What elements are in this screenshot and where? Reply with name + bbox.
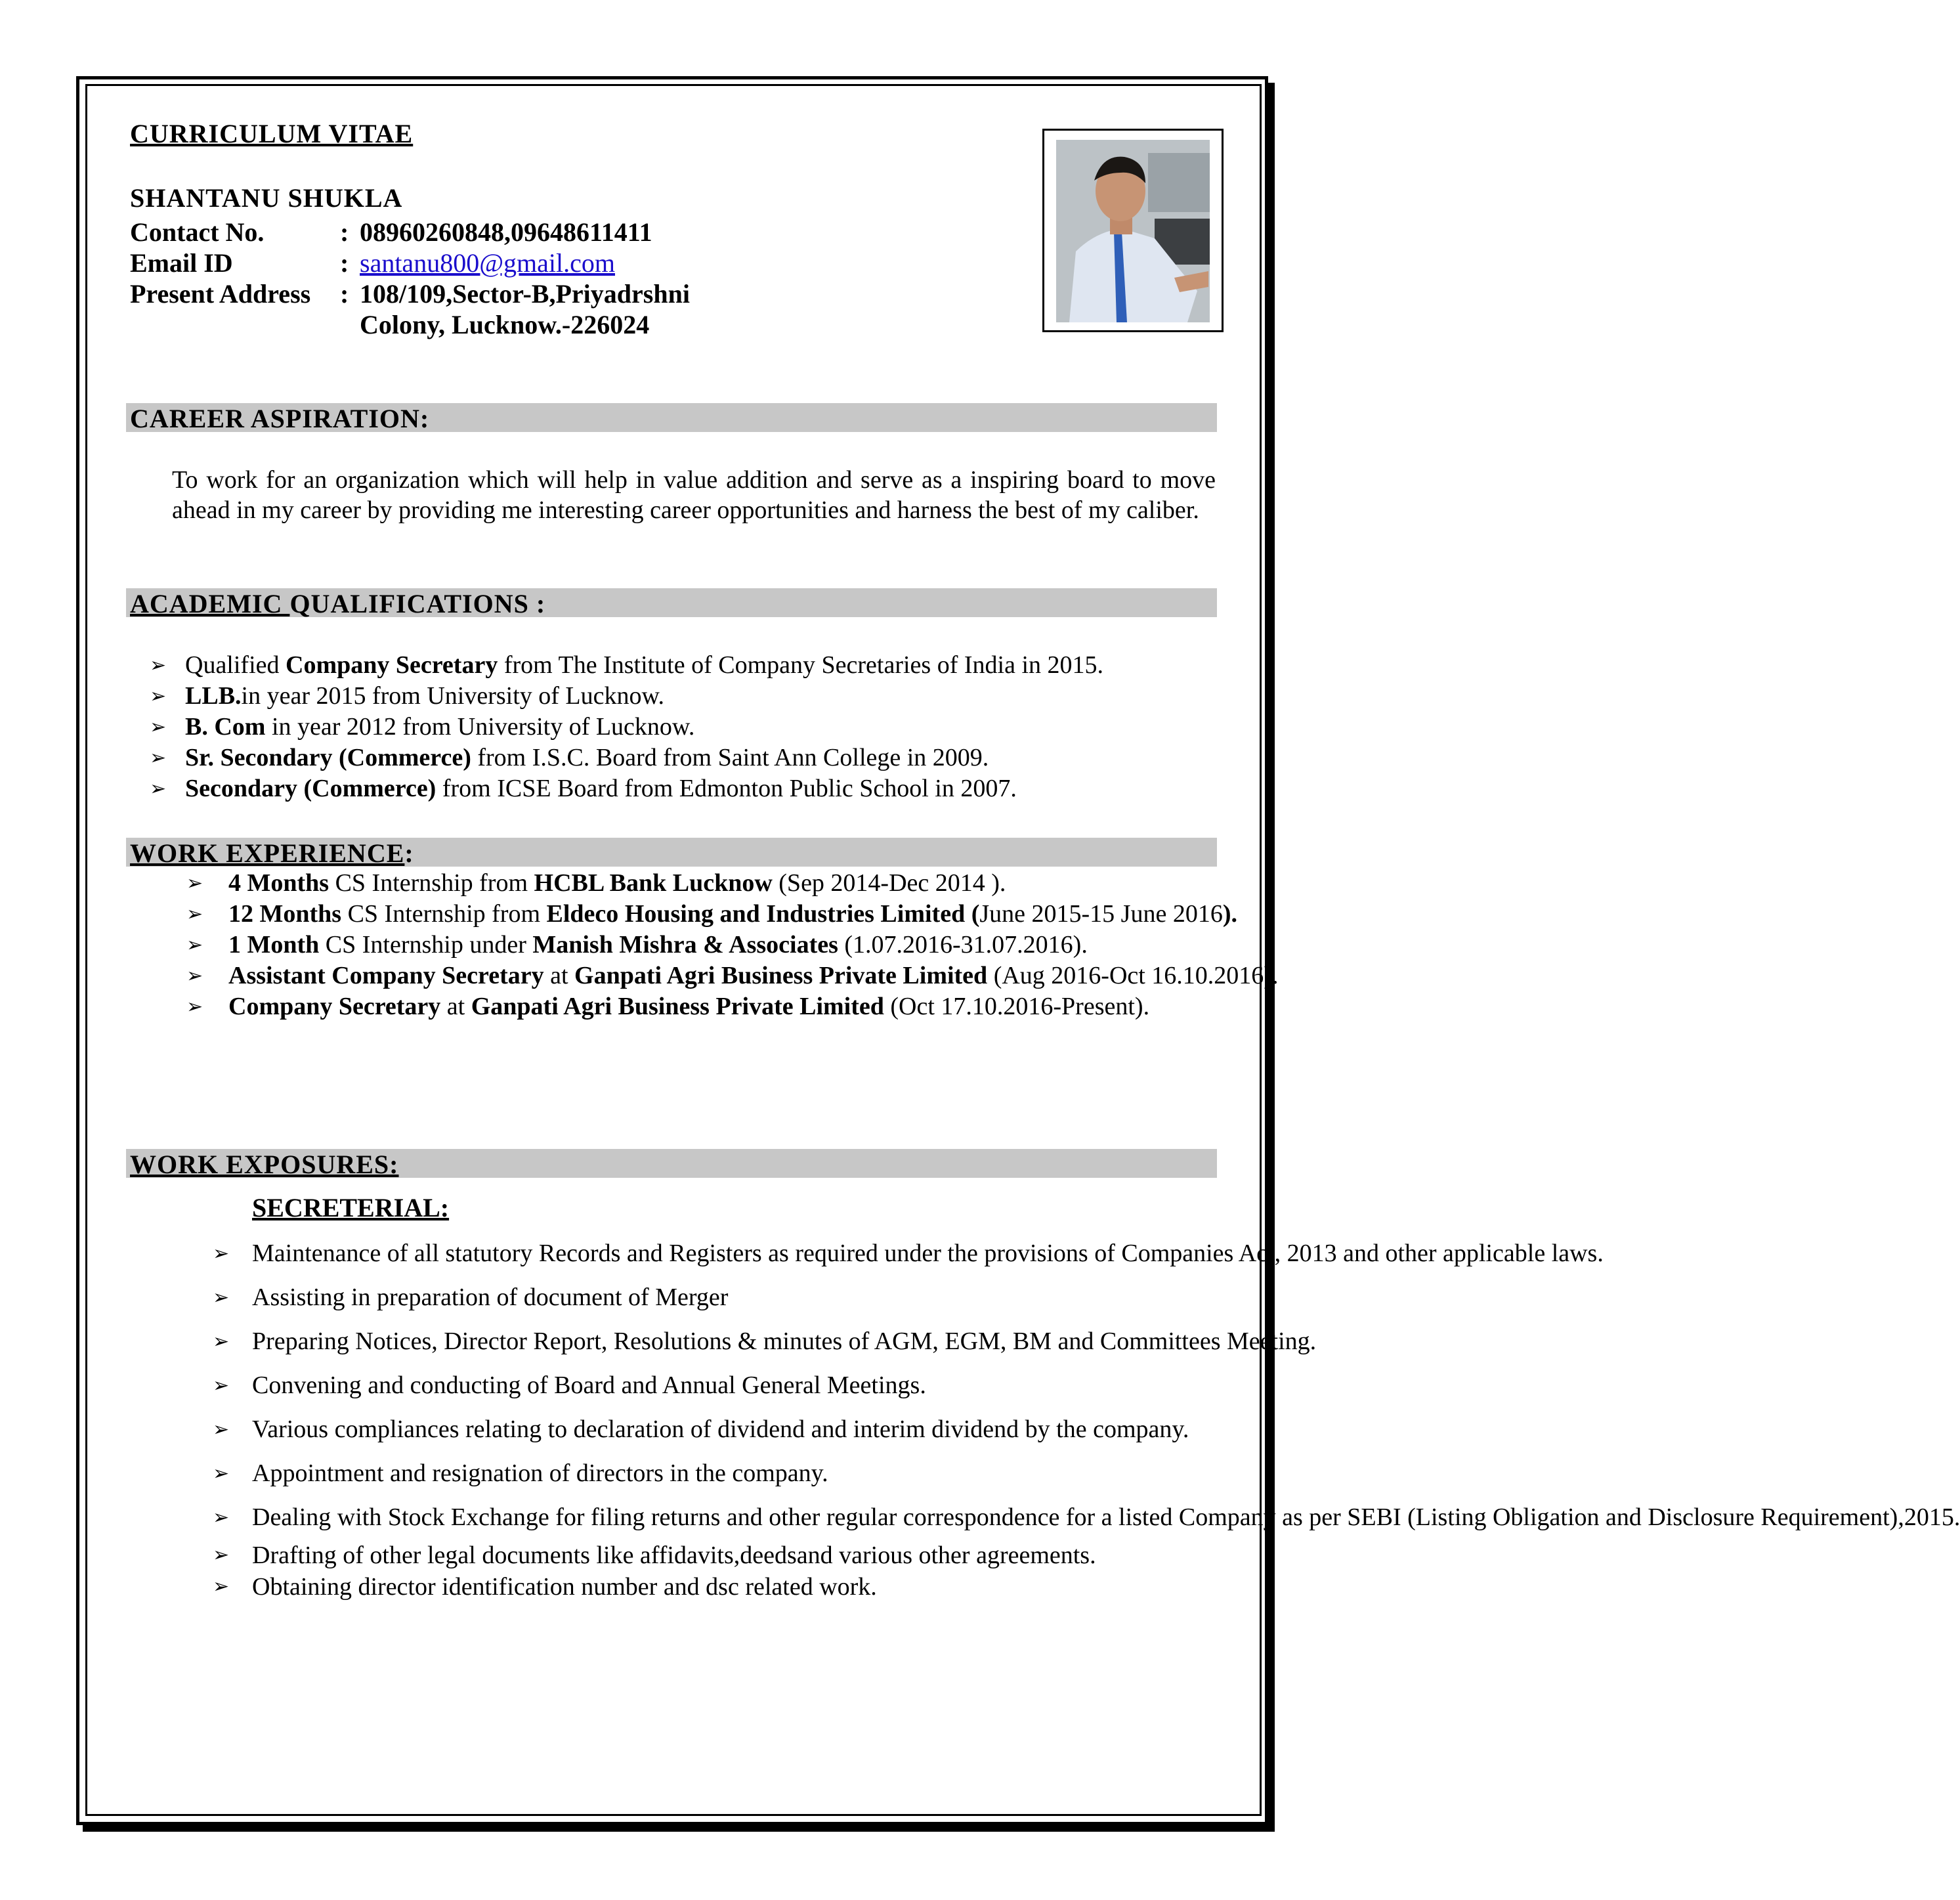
- list-item: [207, 1452, 1192, 1496]
- arrow-bullet-icon: ➢: [150, 747, 167, 769]
- item-bold: Assistant Company Secretary: [228, 962, 544, 989]
- arrow-bullet-icon: ➢: [213, 1507, 230, 1528]
- item-text: June 2015-15 June 2016: [979, 900, 1223, 928]
- work-heading-part2: :: [404, 838, 414, 868]
- career-text: To work for an organization which will help in value addition and serve as a inspiring board to move ahead in my career by providing me interesting career opportunities and harness the best of my caliber.: [172, 466, 1216, 524]
- item-text: at: [543, 962, 575, 989]
- address-label: Present Address: [130, 279, 311, 309]
- list-item: [181, 930, 1216, 961]
- item-text: (Aug 2016-Oct 16.10.2016).: [987, 962, 1279, 989]
- contact-label: Contact No.: [130, 217, 265, 247]
- item-bold: 12 Months: [228, 900, 342, 928]
- profile-photo: [1056, 140, 1210, 322]
- arrow-bullet-icon: ➢: [213, 1375, 230, 1396]
- contact-value: 08960260848,09648611411: [360, 217, 652, 247]
- item-text: Maintenance of all statutory Records and Registers as required under the provisions of Companies Act, 2013 and other applicable laws.: [252, 1240, 1604, 1267]
- item-text: at: [440, 993, 471, 1020]
- contact-row: [130, 217, 652, 248]
- list-item: [207, 1232, 1604, 1276]
- email-row: [130, 248, 615, 278]
- item-bold: Ganpati Agri Business Private Limited: [574, 962, 988, 989]
- item-text: CS Internship from: [341, 900, 547, 928]
- academic-heading-part1: ACADEMIC: [130, 589, 290, 618]
- item-text: from The Institute of Company Secretaries of India in 2015.: [498, 651, 1103, 679]
- item-bold: Manish Mishra & Associates: [532, 931, 838, 959]
- document-title: CURRICULUM VITAE: [130, 119, 414, 148]
- item-text: Various compliances relating to declaration of dividend and interim dividend by the company.: [252, 1415, 1189, 1443]
- item-text: Dealing with Stock Exchange for filing returns and other regular correspondence for a listed Company as per SEBI (Listing Obligation and Disclosure Requirement),2015.: [252, 1503, 1960, 1531]
- arrow-bullet-icon: ➢: [213, 1576, 230, 1597]
- arrow-bullet-icon: ➢: [186, 996, 203, 1018]
- exposures-heading: [130, 1149, 399, 1180]
- work-heading: [130, 838, 414, 869]
- profile-photo-frame: [1042, 129, 1224, 332]
- arrow-bullet-icon: ➢: [213, 1331, 230, 1352]
- secreterial-subheading: SECRETERIAL:: [252, 1193, 450, 1222]
- academic-list: [139, 650, 1216, 804]
- list-item: [181, 991, 1216, 1022]
- item-bold: Secondary (Commerce): [185, 775, 437, 802]
- item-bold: B. Com: [185, 713, 266, 741]
- item-text: CS Internship under: [319, 931, 533, 959]
- arrow-bullet-icon: ➢: [213, 1287, 230, 1308]
- list-item: [207, 1276, 1192, 1320]
- item-text: in year 2015 from University of Lucknow.: [241, 682, 664, 710]
- academic-heading-part2: QUALIFICATIONS :: [289, 589, 546, 618]
- item-bold: Eldeco Housing and Industries Limited (: [546, 900, 980, 928]
- item-bold: Company Secretary: [228, 993, 441, 1020]
- career-heading: CAREER ASPIRATION:: [130, 404, 430, 433]
- item-bold: HCBL Bank Lucknow: [534, 869, 773, 897]
- list-item: [139, 650, 1216, 681]
- candidate-name: SHANTANU SHUKLA: [130, 183, 403, 213]
- academic-heading: [130, 588, 545, 619]
- arrow-bullet-icon: ➢: [150, 778, 167, 800]
- item-text: Obtaining director identification number and dsc related work.: [252, 1573, 877, 1601]
- arrow-bullet-icon: ➢: [186, 873, 203, 894]
- arrow-bullet-icon: ➢: [150, 655, 167, 676]
- work-list: [181, 868, 1279, 1022]
- list-item: [139, 773, 1216, 804]
- list-item: [207, 1320, 1317, 1364]
- arrow-bullet-icon: ➢: [186, 965, 203, 987]
- item-bold: 1 Month: [228, 931, 320, 959]
- item-text: (Sep 2014-Dec 2014 ).: [772, 869, 1006, 897]
- address-line1: 108/109,Sector-B,Priyadrshni: [360, 279, 690, 309]
- item-bold: Sr. Secondary (Commerce): [185, 744, 471, 771]
- email-link[interactable]: santanu800@gmail.com: [360, 248, 615, 278]
- list-item: [207, 1540, 1192, 1571]
- list-item: [139, 681, 1216, 712]
- item-bold: ).: [1222, 900, 1237, 928]
- colon: :: [340, 248, 349, 278]
- exposures-list: [207, 1232, 1960, 1603]
- list-item: [139, 712, 1216, 743]
- colon: :: [340, 279, 349, 309]
- item-bold: 4 Months: [228, 869, 330, 897]
- item-text: Convening and conducting of Board and Annual General Meetings.: [252, 1371, 926, 1399]
- item-text: Assisting in preparation of document of Merger: [252, 1284, 729, 1311]
- exposures-heading-text: WORK EXPOSURES:: [130, 1150, 399, 1179]
- address-row: [130, 278, 690, 309]
- arrow-bullet-icon: ➢: [150, 685, 167, 707]
- list-item: [207, 1364, 1192, 1408]
- arrow-bullet-icon: ➢: [213, 1544, 230, 1566]
- frame-shadow-bottom: [83, 1825, 1275, 1832]
- address-line2: Colony, Lucknow.-226024: [360, 310, 650, 339]
- list-item: [181, 899, 1237, 930]
- arrow-bullet-icon: ➢: [213, 1463, 230, 1484]
- item-text: in year 2012 from University of Lucknow.: [265, 713, 695, 741]
- item-text: Qualified: [185, 651, 286, 679]
- arrow-bullet-icon: ➢: [213, 1419, 230, 1440]
- colon: :: [340, 217, 349, 247]
- list-item: [181, 868, 1216, 899]
- arrow-bullet-icon: ➢: [186, 903, 203, 925]
- arrow-bullet-icon: ➢: [150, 716, 167, 738]
- item-text: Appointment and resignation of directors in the company.: [252, 1459, 828, 1487]
- item-text: Drafting of other legal documents like affidavits,deedsand various other agreements.: [252, 1542, 1096, 1569]
- list-item: [207, 1496, 1960, 1540]
- arrow-bullet-icon: ➢: [186, 934, 203, 956]
- item-text: (1.07.2016-31.07.2016).: [838, 931, 1088, 959]
- list-item: [207, 1571, 1192, 1603]
- item-bold: Ganpati Agri Business Private Limited: [471, 993, 884, 1020]
- list-item: [139, 743, 1216, 773]
- arrow-bullet-icon: ➢: [213, 1243, 230, 1264]
- item-bold: Company Secretary: [286, 651, 498, 679]
- item-bold: LLB.: [185, 682, 242, 710]
- item-text: (Oct 17.10.2016-Present).: [884, 993, 1150, 1020]
- list-item: [181, 961, 1279, 991]
- person-photo-icon: [1056, 140, 1210, 322]
- item-text: from ICSE Board from Edmonton Public School in 2007.: [436, 775, 1017, 802]
- item-text: CS Internship from: [329, 869, 534, 897]
- email-label: Email ID: [130, 248, 233, 278]
- list-item: [207, 1408, 1192, 1452]
- item-text: from I.S.C. Board from Saint Ann College in 2009.: [471, 744, 989, 771]
- frame-shadow-right: [1268, 83, 1275, 1832]
- item-text: Preparing Notices, Director Report, Resolutions & minutes of AGM, EGM, BM and Committees Meeting.: [252, 1328, 1317, 1355]
- work-heading-part1: WORK EXPERIENCE: [130, 838, 405, 868]
